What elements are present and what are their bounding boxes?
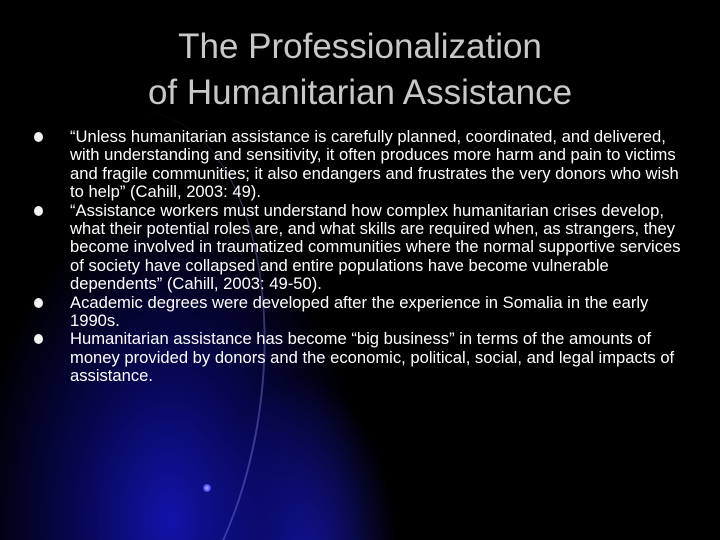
- decorative-dot: [203, 484, 211, 492]
- bullet-item: [34, 294, 684, 331]
- bullet-marker-icon: [34, 334, 43, 344]
- bullet-text: “Unless humanitarian assistance is carefully planned, coordinated, and delivered, with understanding and sensitivity, it often produces more harm and pain to victims and fragile communities; it also endangers and frustrates the very donors who wish to help” (Cahill, 2003: 49).: [70, 127, 679, 202]
- bullet-text: “Assistance workers must understand how complex humanitarian crises develop, what their potential roles are, and what skills are required when, as strangers, they become involved in traumatized communities where the normal supportive services of society have collapsed and entire populations have become vulnerable dependents” (Cahill, 2003: 49-50).: [70, 200, 681, 294]
- bullet-item: [34, 202, 684, 294]
- slide-title-line-2: of Humanitarian Assistance: [147, 73, 573, 112]
- bullet-text: Academic degrees were developed after the experience in Somalia in the early 1990s.: [70, 292, 649, 331]
- slide-title-line-1: The Professionalization: [178, 27, 542, 66]
- bullet-marker-icon: [34, 298, 43, 308]
- bullet-item: [34, 128, 684, 202]
- slide-title: [60, 24, 660, 116]
- bullet-marker-icon: [34, 206, 43, 216]
- bullet-text: Humanitarian assistance has become “big business” in terms of the amounts of money provided by donors and the economic, political, social, and legal impacts of assistance.: [70, 329, 675, 386]
- bullet-item: [34, 330, 684, 385]
- bullet-list: [34, 128, 684, 386]
- bullet-marker-icon: [34, 132, 43, 142]
